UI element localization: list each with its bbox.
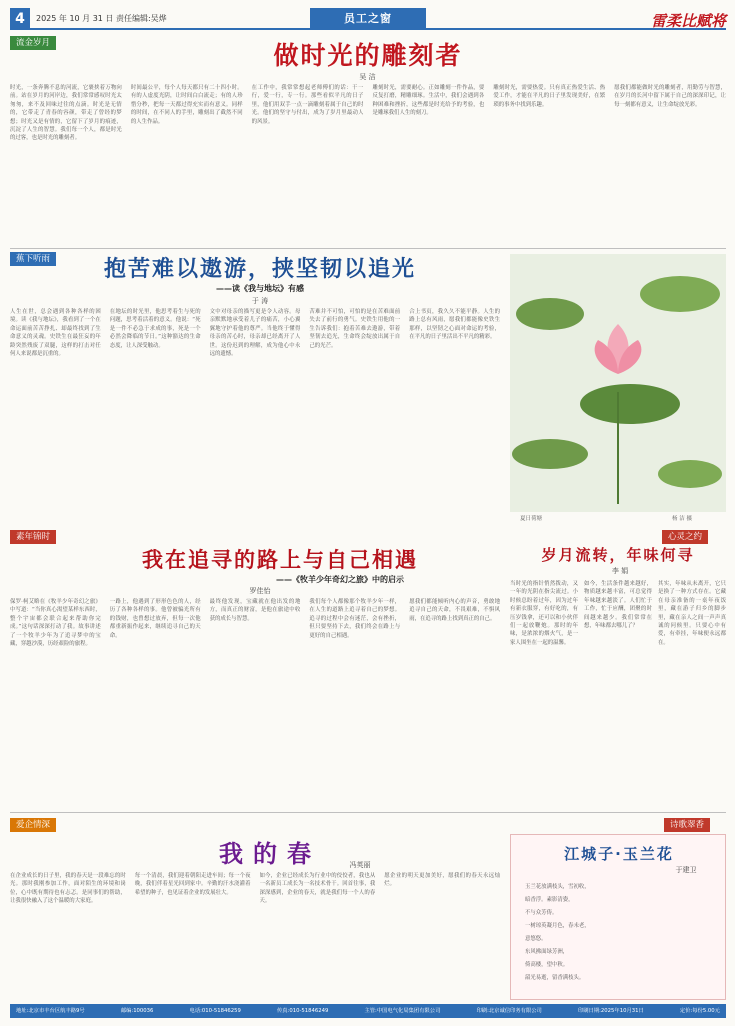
article3-col: 如今，生活条件越来越好，物质越来越丰富，可总觉得年味越来越淡了。人们忙于工作，忙于应酬，团聚的时间越来越少。我们常常在想，年味都去哪儿了？ <box>584 581 652 630</box>
newspaper-brand: 雷柔比赋将 <box>650 12 726 30</box>
footer-fax: 传真:010-51846249 <box>276 1008 329 1014</box>
article4-col: 一路上，他遇到了形形色色的人，经历了各种各样的事。他曾被骗光所有的钱财，也曾想过放弃，但每一次他都重新振作起来，继续追寻自己的天命。 <box>109 599 201 639</box>
article5-col: 愿企业的明天更加美好，愿我们的春天永远灿烂。 <box>384 873 500 888</box>
article4-col: 我们每个人都像那个牧羊少年一样，在人生的道路上追寻着自己的梦想。追寻的过程中会有迷茫，会有挫折，但只要坚持下去，我们终会在路上与更好的自己相遇。 <box>309 599 401 639</box>
column-tag-6: 诗歌翠香 <box>664 818 710 832</box>
column-tag-2: 蕉下听雨 <box>10 252 56 266</box>
article1-col: 愿我们都能做时光的雕刻者，用勤劳与智慧，在岁月的长河中留下属于自己的深深印记，让每一刻都有意义，让生命绽放光彩。 <box>614 85 726 108</box>
article4-subtitle: ——《牧羊少年奇幻之旅》中的启示 <box>276 575 404 584</box>
photo-credit: 杨 洁 摄 <box>672 516 692 522</box>
footer-print-date: 印刷日期:2025年10月31日 <box>577 1008 644 1014</box>
poem-line: 韶光易逝，留香满枝头。 <box>525 975 585 981</box>
article3-title: 岁月流转，年味何寻 <box>541 546 695 564</box>
article5-col: 在企业成长的日子里，我的春天是一段难忘的时光。那时我刚参加工作，面对陌生的环境和岗位，心中既有期待也有忐忑。是同事们的帮助，让我很快融入了这个温暖的大家庭。 <box>10 873 126 905</box>
article5-title: 我的春 <box>219 840 321 868</box>
article2-col: 文中对母亲的描写更是令人动容。母亲默默地承受着儿子的痛苦，小心翼翼地守护着他的尊严。当他终于懂得母亲的苦心时，母亲却已经离开了人世。这份迟到的理解，成为他心中永远的遗憾。 <box>209 309 301 358</box>
footer-postcode: 邮编:100036 <box>120 1008 154 1014</box>
photo-caption: 夏日荷塘 <box>520 516 543 522</box>
page-number: 4 <box>10 8 30 30</box>
article3-body <box>510 580 726 800</box>
article2-body <box>10 308 500 526</box>
article1-col: 时光，一条奔腾不息的河流，它裹挟着万物向前。站在岁月的河岸边，我们常常感叹时光太匆匆，来不及回味过往的点滴。时光是无情的，它带走了青春的容颜，带走了曾经的梦想；时光又是有情的，它留下了岁月的痕迹，沉淀了人生的智慧。我们每一个人，都是时光的过客，也是时光的雕刻者。 <box>10 85 122 142</box>
poem-box <box>510 834 726 1000</box>
footer-publisher: 主管:中国电气化局集团有限公司 <box>364 1008 441 1014</box>
article2-col: 人生在世，总会遇到各种各样的困境。读《我与地坛》，我看到了一个在命运面前苦苦挣扎、却最终找到了生命意义的灵魂。史铁生在最狂妄的年龄突然残废了双腿，这样的打击对任何人来说都是沉重的。 <box>10 309 101 358</box>
footer-address: 地址:北京市丰台区航丰路9号 <box>16 1008 85 1014</box>
article4-title: 我在追寻的路上与自己相遇 <box>142 548 418 572</box>
article4-col: 最终他发现，宝藏就在他出发的地方，而真正的财富，是他在旅途中收获的成长与智慧。 <box>209 599 301 622</box>
poem-lines <box>525 881 590 985</box>
article5-body <box>10 872 500 1000</box>
article2-title: 抱苦难以遨游，挟坚韧以追光 <box>103 257 416 282</box>
footer-printer: 印刷:北京诚信印务有限公司 <box>476 1008 542 1014</box>
column-tag-1: 流金岁月 <box>10 36 56 50</box>
column-tag-4: 素年锦时 <box>10 530 56 544</box>
article1-author: 吴 洁 <box>359 73 376 81</box>
column-tag-5: 爱企情深 <box>10 818 56 832</box>
article2-subtitle: ——读《我与地坛》有感 <box>216 284 304 293</box>
lotus-photo <box>510 254 726 512</box>
date-editor: 2025 年 10 月 31 日 责任编辑:吴烨 <box>36 14 167 23</box>
article5-col: 每一个清晨，我们迎着朝阳走进车间；每一个夜晚，我们伴着星光回到家中。辛勤的汗水浇灌着希望的种子，也见证着企业的发展壮大。 <box>134 873 251 896</box>
article3-author: 李 娟 <box>611 567 629 575</box>
article1-col: 在工作中，我常常想起老师傅们的话：干一行，爱一行，专一行。那些看似平凡的日子里，他们用双手一点一滴雕刻着属于自己的时光。他们的坚守与付出，成为了岁月里最动人的风景。 <box>251 85 364 125</box>
section-title: 员工之窗 <box>310 8 426 30</box>
article1-col: 雕刻时光，需要耐心。正如雕刻一件作品，要反复打磨，精雕细琢。生活中，我们会遇到各种困难和挫折，这些都是时光给予的考验，也是雕琢我们人生的刻刀。 <box>372 85 485 117</box>
page-header <box>10 8 726 30</box>
column-tag-3: 心灵之约 <box>662 530 708 544</box>
article4-col: 愿我们都能倾听内心的声音，勇敢地追寻自己的天命，不畏艰难，不惧风雨，在追寻的路上找到真正的自己。 <box>409 599 500 622</box>
divider <box>10 248 726 249</box>
poem-line: 暗香浮。素影清姿， <box>525 897 574 903</box>
divider <box>10 812 726 813</box>
poem-line: 东风拂面绿芳洲， <box>525 949 569 955</box>
article3-col: 其实，年味从未离开，它只是换了一种方式存在。它藏在母亲准备的一桌年夜饭里，藏在游子归乡的脚步里，藏在亲人之间一声声真诚的问候里。只要心中有爱，有牵挂，年味便永远都在。 <box>658 581 726 646</box>
poem-line: 倚高楼，望中秋。 <box>525 962 569 968</box>
poem-line: 不与众芳俦。 <box>525 910 558 916</box>
footer-price: 定价:每份5.00元 <box>679 1008 720 1014</box>
page-footer <box>10 1004 726 1018</box>
poem-line: 一树琼英凝月色，春未老， <box>525 923 590 929</box>
article5-col: 如今，企业已经成长为行业中的佼佼者，我也从一名新员工成长为一名技术骨干。回首往事，我深深感到，企业的春天，就是我们每一个人的春天。 <box>259 873 376 905</box>
lotus-illustration <box>510 254 726 512</box>
article4-body <box>10 598 500 806</box>
article4-author: 罗佳怡 <box>249 587 271 595</box>
article1-col: 时间最公平，每个人每天都只有二十四小时。有的人虚度光阴，让时间白白流走；有的人珍惜分秒，把每一天都过得充实而有意义。同样的时间，在不同人的手里，雕刻出了截然不同的人生作品。 <box>130 85 243 125</box>
article5-author: 冯英丽 <box>349 861 371 869</box>
article4-col: 保罗·柯艾略在《牧羊少年奇幻之旅》中写道：“当你真心渴望某样东西时，整个宇宙都会联合起来帮助你完成。”这句话深深打动了我。故事讲述了一个牧羊少年为了追寻梦中的宝藏，穿越沙漠，历经艰险的旅程。 <box>10 599 101 648</box>
article1-title: 做时光的雕刻者 <box>273 41 463 70</box>
poem-line: 玉兰花放满枝头，雪初收， <box>525 884 590 890</box>
article3-col: 当时光的指针悄然拨动，又一年的光阴在指尖流过。小时候总盼着过年，因为过年有新衣服穿，有好吃的，有压岁钱拿，还可以和小伙伴们一起放鞭炮。那时的年味，是浓浓的烟火气，是一家人围坐在一起的温馨。 <box>510 581 578 646</box>
poem-title: 江城子·玉兰花 <box>564 845 674 863</box>
article2-col: 苦难并不可怕，可怕的是在苦难面前失去了前行的勇气。史铁生用他的一生告诉我们：抱着苦难去遨游，带着坚韧去追光，生命终会绽放出属于自己的光芒。 <box>309 309 401 349</box>
poem-line: 意悠悠。 <box>525 936 547 942</box>
article2-col: 合上书页，我久久不能平静。人生的路上总有风雨，愿我们都能像史铁生那样，以坚韧之心面对命运的考验，在平凡的日子里活出不平凡的精彩。 <box>409 309 500 341</box>
article2-author: 于 涛 <box>251 297 269 305</box>
article2-col: 在地坛的时光里，他思考着生与死的问题，思考着活着的意义。他说：“死是一件不必急于求成的事，死是一个必然会降临的节日。”这种豁达的生命态度，让人深受触动。 <box>109 309 201 349</box>
footer-phone: 电话:010-51846259 <box>189 1008 241 1014</box>
article1-body <box>10 84 726 244</box>
poem-author: 于建卫 <box>675 866 697 874</box>
article1-col: 雕刻时光，需要热爱。只有真正热爱生活、热爱工作，才能在平凡的日子里发现美好，在繁琐的事务中找到乐趣。 <box>493 85 606 108</box>
